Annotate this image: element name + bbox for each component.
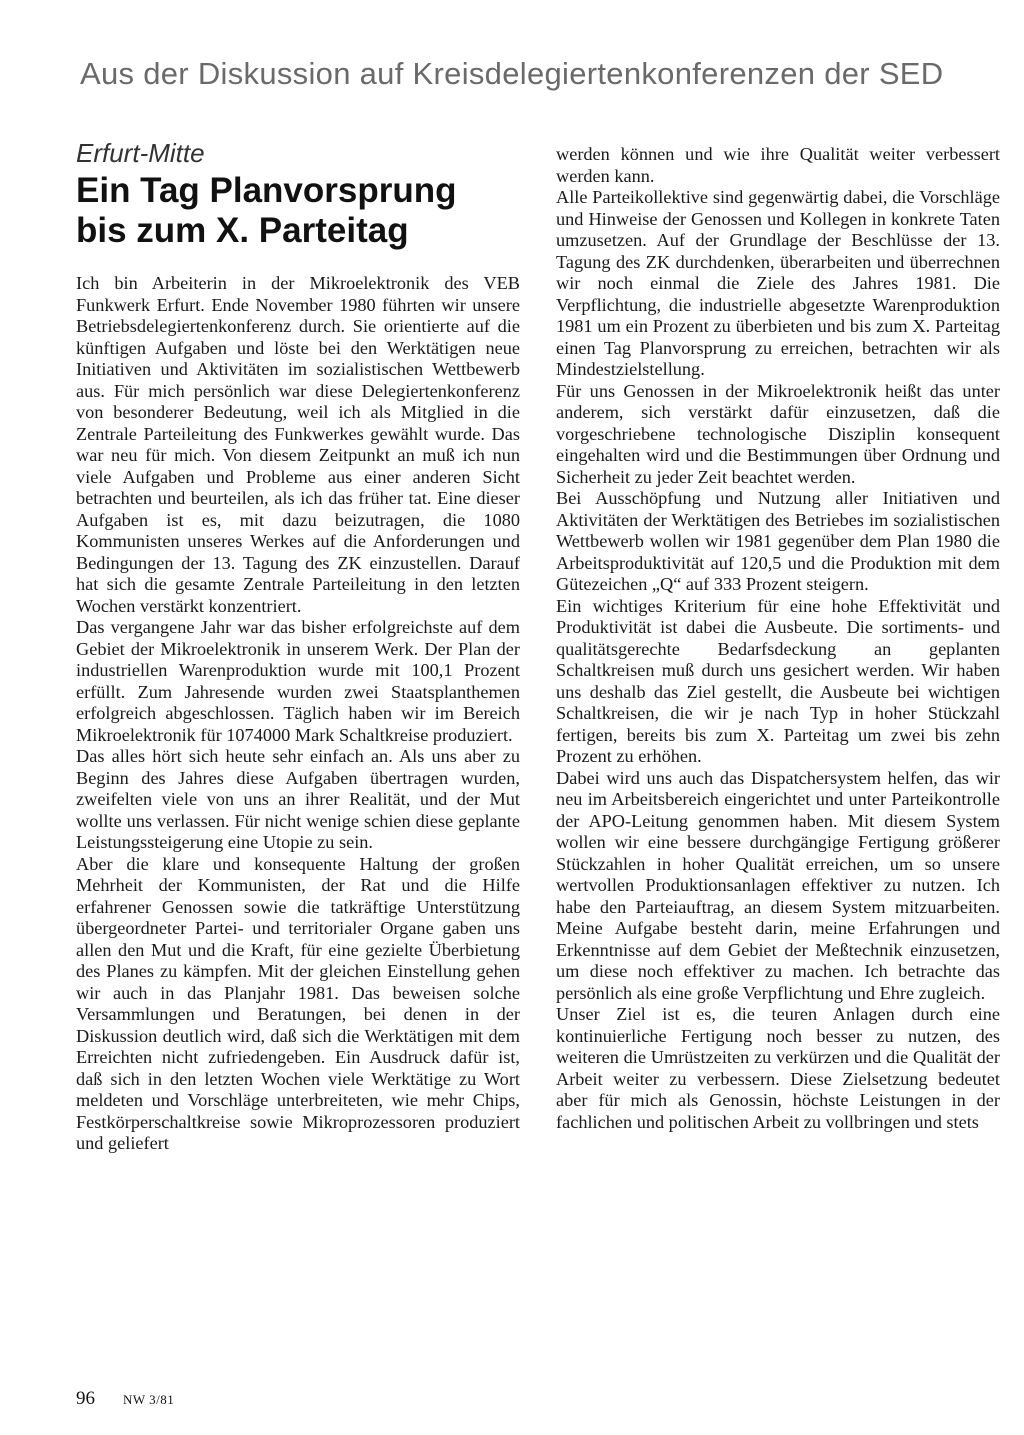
article-headline: [76, 171, 520, 251]
paragraph: Dabei wird uns auch das Dispatchersystem helfen, das wir neu im Arbeitsbereich eingerichtet und unter Parteikontrolle der APO-Leitung genommen haben. Mit diesem System wollen wir eine bessere durchgängige Fertigung größerer Stückzahlen in hoher Qualität erreichen, um so unsere wertvollen Produktionsanlagen effektiver zu nutzen. Ich habe den Parteiauftrag, an diesem System mitzuarbeiten. Meine Aufgabe besteht darin, meine Erfahrungen und Erkenntnisse auf dem Gebiet der Meßtechnik einzusetzen, um diese noch effektiver zu machen. Ich betrachte das persönlich als eine große Verpflichtung und Ehre zugleich.: [556, 767, 1000, 1003]
paragraph: Für uns Genossen in der Mikroelektronik heißt das unter anderem, sich verstärkt dafür einzusetzen, daß die vorgeschriebene technologische Disziplin konsequent eingehalten wird und die Bestimmungen über Ordnung und Sicherheit zu jeder Zeit beachtet werden.: [556, 380, 1000, 487]
paragraph: werden können und wie ihre Qualität weiter verbessert werden kann.: [556, 144, 1000, 186]
location-label: Erfurt-Mitte: [76, 138, 205, 168]
paragraph: Das alles hört sich heute sehr einfach an. Als uns aber zu Beginn des Jahres diese Aufgaben übertragen wurden, zweifelten viele von uns an ihrer Realität, und der Mut wollte uns verlassen. Für nicht wenige schien diese geplante Leistungssteigerung eine Utopie zu sein.: [76, 746, 520, 852]
issue-label: NW 3/81: [123, 1392, 175, 1407]
paragraph: Bei Ausschöpfung und Nutzung aller Initiativen und Aktivitäten der Werktätigen des Betriebes im sozialistischen Wettbewerb wollen wir 1981 gegenüber dem Plan 1980 die Arbeitsproduktivität auf 120,5 und die Produktion mit dem Gütezeichen „Q“ auf 333 Prozent steigern.: [556, 488, 1000, 594]
paragraph: Ein wichtiges Kriterium für eine hohe Effektivität und Produktivität ist dabei die Ausbeute. Die sortiments- und qualitätsgerechte Bedarfsdeckung an geplanten Schaltkreisen muß durch uns gesichert werden. Wir haben uns deshalb das Ziel gestellt, die Ausbeute bei wichtigen Schaltkreisen, die wir je nach Typ in hoher Stückzahl fertigen, bereits bis zum X. Parteitag um zwei bis zehn Prozent zu erhöhen.: [556, 595, 1000, 766]
paragraph: Unser Ziel ist es, die teuren Anlagen durch eine kontinuierliche Fertigung noch besser zu nutzen, des weiteren die Umrüstzeiten zu verkürzen und die Qualität der Arbeit weiter zu verbessern. Diese Zielsetzung bedeutet aber für mich als Genossin, höchste Leistungen in der fachlichen und politischen Arbeit zu vollbringen und stets: [556, 1004, 1000, 1132]
section-header: Aus der Diskussion auf Kreisdelegiertenkonferenzen der SED: [80, 56, 944, 91]
paragraph: Alle Parteikollektive sind gegenwärtig dabei, die Vorschläge und Hinweise der Genossen und Kollegen in konkrete Taten umzusetzen. Auf der Grundlage der Beschlüsse der 13. Tagung des ZK durchdenken, überarbeiten und überrechnen wir noch einmal die Ziele des Jahres 1981. Die Verpflichtung, die industrielle abgesetzte Warenproduktion 1981 um ein Prozent zu überbieten und bis zum X. Parteitag einen Tag Planvorsprung zu erreichen, betrachten wir als Mindestzielstellung.: [556, 187, 1000, 379]
paragraph: Ich bin Arbeiterin in der Mikroelektronik des VEB Funkwerk Erfurt. Ende November 1980 führten wir unsere Betriebsdelegiertenkonferenz durch. Sie orientierte auf die künftigen Aufgaben und löste bei den Werktätigen neue Initiativen und Aktivitäten im sozialistischen Wettbewerb aus. Für mich persönlich war diese Delegiertenkonferenz von besonderer Bedeutung, weil ich als Mitglied in die Zentrale Parteileitung des Funkwerkes gewählt wurde. Das war neu für mich. Von diesem Zeitpunkt an muß ich nun viele Aufgaben und Probleme aus einer anderen Sicht betrachten und beurteilen, als ich das früher tat. Eine dieser Aufgaben ist es, mit dazu beizutragen, die 1080 Kommunisten unseres Werkes auf die Anforderungen und Bedingungen der 13. Tagung des ZK einzustellen. Darauf hat sich die gesamte Zentrale Parteileitung in den letzten Wochen verstärkt konzentriert.: [76, 273, 520, 616]
page-footer: [76, 1388, 174, 1410]
right-column: [556, 144, 1000, 1133]
paragraph: Das vergangene Jahr war das bisher erfolgreichste auf dem Gebiet der Mikroelektronik in unserem Werk. Der Plan der industriellen Warenproduktion wurde mit 100,1 Prozent erfüllt. Zum Jahresende wurden zwei Staatsplanthemen erfolgreich abgeschlossen. Täglich haben wir im Bereich Mikroelektronik für 1074000 Mark Schaltkreise produziert.: [76, 617, 520, 745]
left-column: [76, 138, 520, 1155]
headline-line-1: Ein Tag Planvorsprung: [76, 171, 457, 210]
paragraph: Aber die klare und konsequente Haltung der großen Mehrheit der Kommunisten, der Rat und die Hilfe erfahrener Genossen sowie die tatkräftige Unterstützung übergeordneter Partei- und territorialer Organe gaben uns allen den Mut und die Kraft, für eine gezielte Überbietung des Planes zu kämpfen. Mit der gleichen Einstellung gehen wir auch in das Planjahr 1981. Das beweisen solche Versammlungen und Beratungen, bei denen in der Diskussion deutlich wird, daß sich die Werktätigen mit dem Erreichten nicht zufriedengeben. Ein Ausdruck dafür ist, daß sich in den letzten Wochen viele Werktätige zu Wort meldeten und Vorschläge unterbreiteten, wie mehr Chips, Festkörperschaltkreise sowie Mikroprozessoren produziert und geliefert: [76, 853, 520, 1153]
headline-line-2: bis zum X. Parteitag: [76, 211, 409, 250]
page-number: 96: [76, 1388, 95, 1409]
